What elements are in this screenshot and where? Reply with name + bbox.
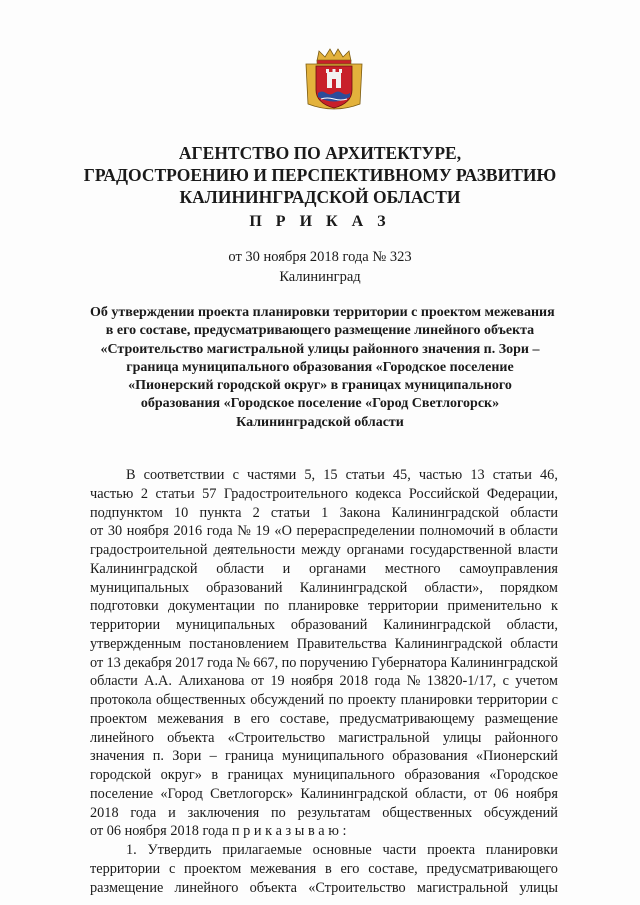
body-line [90, 785, 558, 804]
body-word: образования [392, 748, 468, 765]
body-word: утвержденным [90, 635, 182, 652]
body-word: объекта [249, 879, 297, 896]
body-line [90, 672, 558, 691]
body-word: Российской [408, 485, 480, 502]
body-line [90, 747, 558, 766]
body-word: 10 [174, 504, 189, 521]
body-word: образования [404, 767, 480, 783]
body-word: Федерации, [486, 485, 558, 502]
body-word: Закона [339, 504, 381, 521]
body-word: территории [477, 692, 548, 708]
subject-line: образования «Городское поселение «Город Светлогорск» [140, 396, 500, 412]
body-word: в [233, 710, 241, 727]
body-word: 15 [323, 467, 338, 483]
body-word: составе, [279, 710, 330, 727]
body-word: «Строительство [227, 729, 326, 746]
body-word: муниципальных [90, 579, 189, 596]
body-word: прилагаемые [222, 842, 302, 858]
body-word: года [130, 804, 157, 821]
order-subject [90, 304, 555, 432]
body-word: «Город [160, 785, 203, 802]
body-word: линейного [90, 729, 154, 746]
body-word: № [406, 673, 421, 690]
body-word: Калининградской [300, 785, 408, 802]
body-line [90, 579, 558, 598]
body-line [90, 616, 558, 635]
body-word: проектом [90, 710, 148, 727]
body-line [90, 860, 558, 879]
body-word: и [282, 560, 291, 577]
body-word: 2016 [173, 523, 203, 540]
body-word: В [126, 467, 136, 483]
body-word: самоуправления [459, 560, 558, 577]
body-word: области», [424, 579, 483, 596]
body-line [90, 541, 558, 560]
body-word: муниципального [292, 767, 395, 783]
body-word: проектом [184, 860, 242, 877]
body-word: подготовки [90, 598, 159, 615]
body-word: Зори [172, 748, 202, 765]
body-word: области [510, 523, 558, 540]
body-word: области [510, 635, 558, 652]
body-word: с [232, 467, 239, 483]
body-word: ноября [515, 785, 558, 802]
body-word: протокола [90, 692, 152, 708]
body-word: муниципального [281, 748, 384, 765]
body-word: власти [517, 542, 558, 558]
body-word: Калининградской [394, 635, 503, 652]
body-word: № [237, 523, 251, 540]
body-word: частью [418, 467, 463, 483]
body-word: 2 [140, 485, 148, 502]
body-word: постановлением [188, 635, 289, 652]
body-word: деятельности [213, 542, 296, 558]
body-word: его [250, 710, 270, 727]
body-word: планировки [485, 842, 558, 858]
body-word: органами [308, 560, 367, 577]
body-word: А.А. [144, 673, 172, 690]
body-word: 1 [321, 504, 329, 521]
body-word: 2017 [175, 654, 204, 671]
body-word: ноября [291, 673, 334, 690]
kaliningrad-coat-of-arms-emblem [303, 48, 365, 112]
body-word: области, [506, 617, 558, 633]
body-line [90, 597, 558, 616]
body-word: кодекса [355, 485, 402, 502]
body-word: обсуждений [250, 692, 325, 708]
body-word: обсуждений [483, 804, 558, 821]
body-word: с [551, 692, 558, 708]
body-word: предусматривающего [426, 860, 558, 877]
body-word: 5, [304, 467, 316, 483]
body-word: общественных [156, 692, 246, 708]
agency-name-line: АГЕНТСТВО ПО АРХИТЕКТУРЕ, [178, 143, 462, 163]
subject-line: Калининградской области [236, 414, 404, 430]
body-word: улицы [519, 879, 558, 896]
body-word: размещение [90, 879, 164, 896]
body-word: заключения [187, 804, 260, 821]
body-word: муниципальных [176, 617, 276, 633]
body-word: области [90, 673, 138, 690]
body-word: размещение [484, 710, 558, 727]
body-word: года [206, 523, 233, 540]
body-word: значения [90, 748, 145, 765]
body-word: 13 [470, 467, 485, 483]
body-word: территории [90, 860, 161, 877]
body-word: Утвердить [147, 842, 212, 858]
subject-line: граница муниципального образования «Городское поселение [126, 359, 514, 375]
subject-line: «Пионерский городской округ» в границах муниципального [128, 378, 512, 394]
body-word: районного [494, 729, 558, 746]
body-word: «Городское [489, 767, 558, 783]
body-word: от [250, 673, 265, 690]
body-word: магистральной [416, 879, 509, 896]
body-word: общественных [382, 804, 473, 821]
body-word: с [502, 673, 509, 690]
body-word: Губернатора [371, 654, 448, 671]
body-word: Калининградской [383, 617, 491, 633]
body-word: 06 [494, 785, 509, 802]
order-body [90, 466, 558, 897]
body-word: документации [167, 598, 255, 615]
body-word: года [374, 673, 401, 690]
body-word: составе, [368, 860, 418, 877]
body-word: области, [415, 785, 467, 802]
body-word: полномочий [419, 523, 495, 540]
body-word: образований [206, 579, 283, 596]
body-word: статьи [345, 467, 385, 483]
body-word: – [209, 748, 217, 765]
body-line [90, 466, 558, 485]
body-word: от [90, 523, 104, 540]
body-word: объекта [167, 729, 215, 746]
body-word: планировки [400, 692, 473, 708]
body-word: 45, [392, 467, 411, 483]
body-word: 13 [106, 654, 121, 671]
body-word: поселение [90, 785, 154, 802]
body-word: 30 [107, 523, 123, 540]
body-word: градостроительной [90, 542, 208, 558]
body-word: декабря [124, 654, 172, 671]
body-word: с [168, 860, 176, 877]
body-word: Калининградской [90, 560, 198, 577]
body-word: порядком [500, 579, 558, 596]
body-word: в [324, 860, 332, 877]
body-word: Светлогорск» [210, 785, 294, 802]
body-word: территории [368, 598, 439, 615]
subject-line: в его составе, предусматривающего размещение линейного объекта [105, 323, 535, 339]
body-word: области [510, 504, 558, 521]
body-word: учетом [515, 673, 558, 690]
body-word: 2018 [90, 804, 119, 821]
body-word: п. [152, 748, 164, 765]
body-word: пункта [199, 504, 242, 521]
body-word: местного [384, 560, 441, 577]
body-word: «О [274, 523, 292, 540]
body-word: образований [290, 617, 368, 633]
body-word: государственной [409, 542, 512, 558]
body-word: 46, [540, 467, 558, 483]
body-word: Калининградской [450, 654, 558, 671]
body-word: перераспределении [296, 523, 415, 540]
body-word: городской [90, 767, 152, 783]
body-line [90, 522, 558, 541]
body-word: результатам [297, 804, 371, 821]
agency-name [60, 142, 580, 208]
order-title: П Р И К А З [249, 213, 391, 230]
agency-name-line: КАЛИНИНГРАДСКОЙ ОБЛАСТИ [179, 187, 461, 207]
body-word: части [382, 842, 417, 858]
body-word: Градостроительного [223, 485, 348, 502]
body-word: по [271, 804, 286, 821]
body-word: от [473, 785, 487, 802]
body-word: 19 [270, 673, 285, 690]
body-word: в [498, 523, 506, 540]
body-word: Правительства [296, 635, 387, 652]
body-word: 2 [252, 504, 260, 521]
body-word: «Строительство [308, 879, 406, 896]
body-word: магистральной [338, 729, 430, 746]
body-line [90, 804, 558, 823]
body-word: между [301, 542, 341, 558]
body-word: года [207, 654, 233, 671]
body-word: применительно [447, 598, 542, 615]
body-line [90, 879, 558, 898]
body-word: линейного [174, 879, 239, 896]
body-line [90, 485, 558, 504]
body-line [90, 691, 558, 710]
body-word: и [168, 804, 176, 821]
body-line: от 06 ноября 2018 года п р и к а з ы в а ю : [90, 823, 347, 840]
body-word: статьи [155, 485, 195, 502]
body-word: граница [225, 748, 274, 765]
body-line [90, 766, 558, 785]
body-word: проекту [347, 692, 397, 708]
body-word: 2018 [339, 673, 369, 690]
body-line [90, 729, 558, 748]
body-word: области [216, 560, 264, 577]
body-word: от [90, 654, 104, 671]
body-word: 57 [202, 485, 217, 502]
body-word: по [328, 692, 344, 708]
body-word: статьи [270, 504, 311, 521]
body-word: подпунктом [90, 504, 163, 521]
body-word: органами [346, 542, 404, 558]
body-line [90, 504, 558, 523]
body-word: 1. [126, 842, 137, 858]
body-line [90, 654, 558, 673]
body-word: поручению [299, 654, 369, 671]
body-word: планировке [288, 598, 359, 615]
body-word: 13820-1/17, [426, 673, 497, 690]
agency-name-line: ГРАДОСТРОЕНИЮ И ПЕРСПЕКТИВНОМУ РАЗВИТИЮ [83, 165, 557, 185]
body-line [90, 710, 558, 729]
order-city: Калининград [279, 269, 361, 285]
body-word: границах [227, 767, 284, 783]
body-word: по [281, 654, 297, 671]
body-word: «Пионерский [475, 748, 558, 765]
subject-line: «Строительство магистральной улицы районного значения п. Зори – [100, 341, 540, 357]
body-word: округ» [160, 767, 202, 783]
body-word: основные [312, 842, 372, 858]
body-word: соответствии [143, 467, 225, 483]
body-word: ноября [126, 523, 169, 540]
body-word: по [264, 598, 279, 615]
body-word: 19 [255, 523, 270, 540]
body-word: Алиханова [178, 673, 245, 690]
body-word: Калининградской [391, 504, 500, 521]
body-word: частью [90, 485, 134, 502]
body-line [90, 841, 558, 860]
order-date-block [0, 247, 640, 287]
body-word: улицы [442, 729, 482, 746]
body-word: к [551, 598, 558, 615]
body-word: частями [247, 467, 297, 483]
body-word: межевания [249, 860, 317, 877]
body-word: проекта [427, 842, 476, 858]
body-word: территории [90, 617, 161, 633]
body-word: межевания [157, 710, 224, 727]
body-word: статьи [492, 467, 532, 483]
body-word: в [211, 767, 219, 783]
body-line [90, 560, 558, 579]
body-line [90, 635, 558, 654]
body-word: его [340, 860, 360, 877]
body-word: предусматривающему [339, 710, 475, 727]
body-word: Калининградской [299, 579, 408, 596]
body-word: 667, [253, 654, 279, 671]
order-date-number: от 30 ноября 2018 года № 323 [228, 249, 412, 265]
subject-line: Об утверждении проекта планировки территории с проектом межевания [90, 305, 555, 320]
body-word: № [236, 654, 250, 671]
